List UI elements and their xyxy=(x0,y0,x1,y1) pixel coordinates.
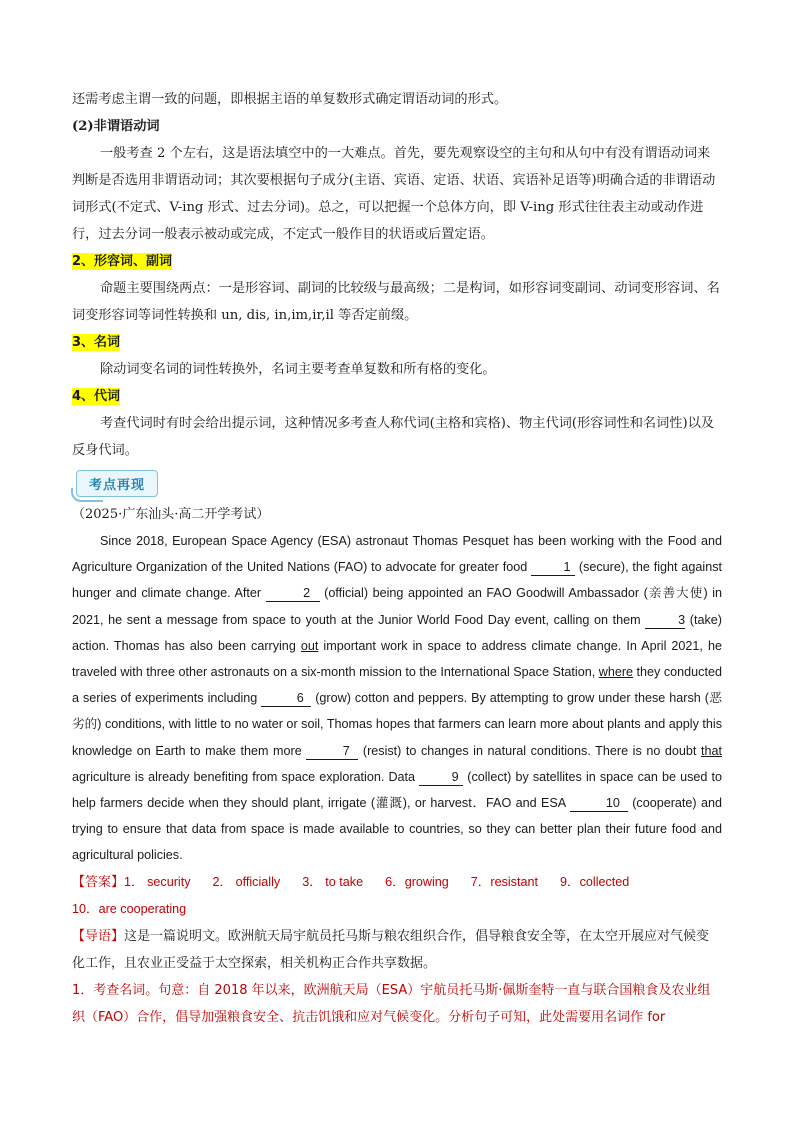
underlined-word-out: out xyxy=(300,638,319,653)
blank-7: 7 xyxy=(306,744,358,760)
blank-2: 2 xyxy=(266,586,320,602)
exam-source: （2025·广东汕头·高二开学考试） xyxy=(72,507,270,522)
passage-text: important work in space to address climate change. In April 2021, he traveled with three other astronauts on a six-month mission to the International Space Station, xyxy=(72,638,722,680)
paragraph-adjectives-adverbs: 命题主要围绕两点：一是形容词、副词的比较级与最高级；二是构词，如形容词变副词、动词变形容词、名词变形容词等词性转换和 un, dis, in,im,ir,il 等否定前缀。 xyxy=(72,281,720,323)
answer-block xyxy=(72,869,722,923)
badge-tail-decoration xyxy=(71,488,103,502)
passage-text: (secure), the fight against hunger and climate change. After xyxy=(72,560,722,601)
heading-highlight: 3、名词 xyxy=(72,335,121,350)
paragraph-nouns: 除动词变名词的词性转换外，名词主要考查单复数和所有格的变化。 xyxy=(100,362,496,377)
heading-nouns xyxy=(72,329,722,356)
badge-label: 考点再现 xyxy=(89,478,146,493)
blank-1: 1 xyxy=(531,560,575,576)
guide-label: 【导语】 xyxy=(72,928,125,944)
answer-label: 【答案】 xyxy=(72,874,125,890)
passage-text: (resist) to changes in natural conditions. There is no doubt xyxy=(358,743,701,758)
passage-text: (cooperate) and trying to ensure that data from space is made available to countries, so they can better plan their future food and agricultural policies. xyxy=(72,796,722,863)
passage-text: (collect) by satellites in space can be used to help farmers decide when they should plant, irrigate (灌溉), or harvest．FAO and ESA xyxy=(72,769,722,811)
answer-item: 3． to take xyxy=(302,874,364,889)
answer-item-last: 10．are cooperating xyxy=(72,901,187,916)
answer-item: 1． security xyxy=(124,874,191,889)
paragraph-pronouns: 考查代词时有时会给出提示词，这种情况多考查人称代词(主格和宾格)、物主代词(形容词性和名词性)以及反身代词。 xyxy=(72,416,715,458)
heading-pronouns xyxy=(72,383,722,410)
passage-text: Since 2018, European Space Agency (ESA) astronaut Thomas Pesquet has been working with the Food and Agriculture Organization of the United Nations (FAO) to advocate for greater food xyxy=(72,534,722,575)
guide-block xyxy=(72,923,722,977)
answer-item: 6．growing xyxy=(385,874,449,889)
underlined-word-that: that xyxy=(700,743,722,758)
answer-item: 7．resistant xyxy=(470,874,538,889)
explanation-block: 1．考查名词。句意：自 2018 年以来，欧洲航天局（ESA）宇航员托马斯·佩斯奎特一直与联合国粮食及农业组织（FAO）合作，倡导加强粮食安全、抗击饥饿和应对气候变化。分析句子可知，此处需要用名词作 for xyxy=(72,982,711,1025)
passage-text: agriculture is already benefiting from space exploration. Data xyxy=(72,769,420,784)
intro-tail: 还需考虑主谓一致的问题，即根据主语的单复数形式确定谓语动词的形式。 xyxy=(72,92,508,107)
passage-text: they conducted a series of experiments including xyxy=(72,665,722,706)
answer-item: 2． officially xyxy=(212,874,281,889)
reading-passage xyxy=(72,528,722,869)
underlined-word-where: where xyxy=(598,665,634,680)
heading-highlight: 4、代词 xyxy=(72,389,121,404)
passage-text: (take) action. Thomas has also been carrying xyxy=(72,612,722,653)
answer-item: 9．collected xyxy=(560,874,630,889)
exam-point-badge xyxy=(76,470,158,497)
exam-point-badge-wrap xyxy=(76,470,722,500)
heading-nonfinite-verbs: (2)非谓语动词 xyxy=(72,119,160,134)
heading-highlight: 2、形容词、副词 xyxy=(72,254,173,269)
paragraph-nonfinite-verbs: 一般考查 2 个左右，这是语法填空中的一大难点。首先，要先观察设空的主句和从句中有没有谓语动词来判断是否选用非谓语动词；其次要根据句子成分(主语、宾语、定语、状语、宾语补足语等)明确合适的非谓语动词形式(不定式、V-ing 形式、过去分词)。总之，可以把握一个总体方向，即 V-ing 形式往往表主动或动作进行，过去分词一般表示被动或完成，不定式一般作目的状语或后置定语。 xyxy=(72,146,716,242)
blank-10: 10 xyxy=(570,796,628,812)
blank-3: 3 xyxy=(645,613,685,629)
passage-text: (official) being appointed an FAO Goodwill Ambassador (亲善大使) in 2021, he sent a message from space to youth at the Junior World Food Day event, calling on them xyxy=(72,586,722,627)
heading-adjectives-adverbs xyxy=(72,248,722,275)
blank-9: 9 xyxy=(419,770,463,786)
guide-text: 这是一篇说明文。欧洲航天局宇航员托马斯与粮农组织合作，倡导粮食安全等，在太空开展应对气候变化工作，且农业正受益于太空探索，相关机构正合作共享数据。 xyxy=(72,928,710,971)
passage-text: (grow) cotton and peppers. By attempting to grow under these harsh (恶劣的) conditions, with little to no water or soil, Thomas hopes that farmers can learn more about plants and apply this knowledge on Earth to make them more xyxy=(72,691,722,758)
blank-6: 6 xyxy=(261,691,311,707)
